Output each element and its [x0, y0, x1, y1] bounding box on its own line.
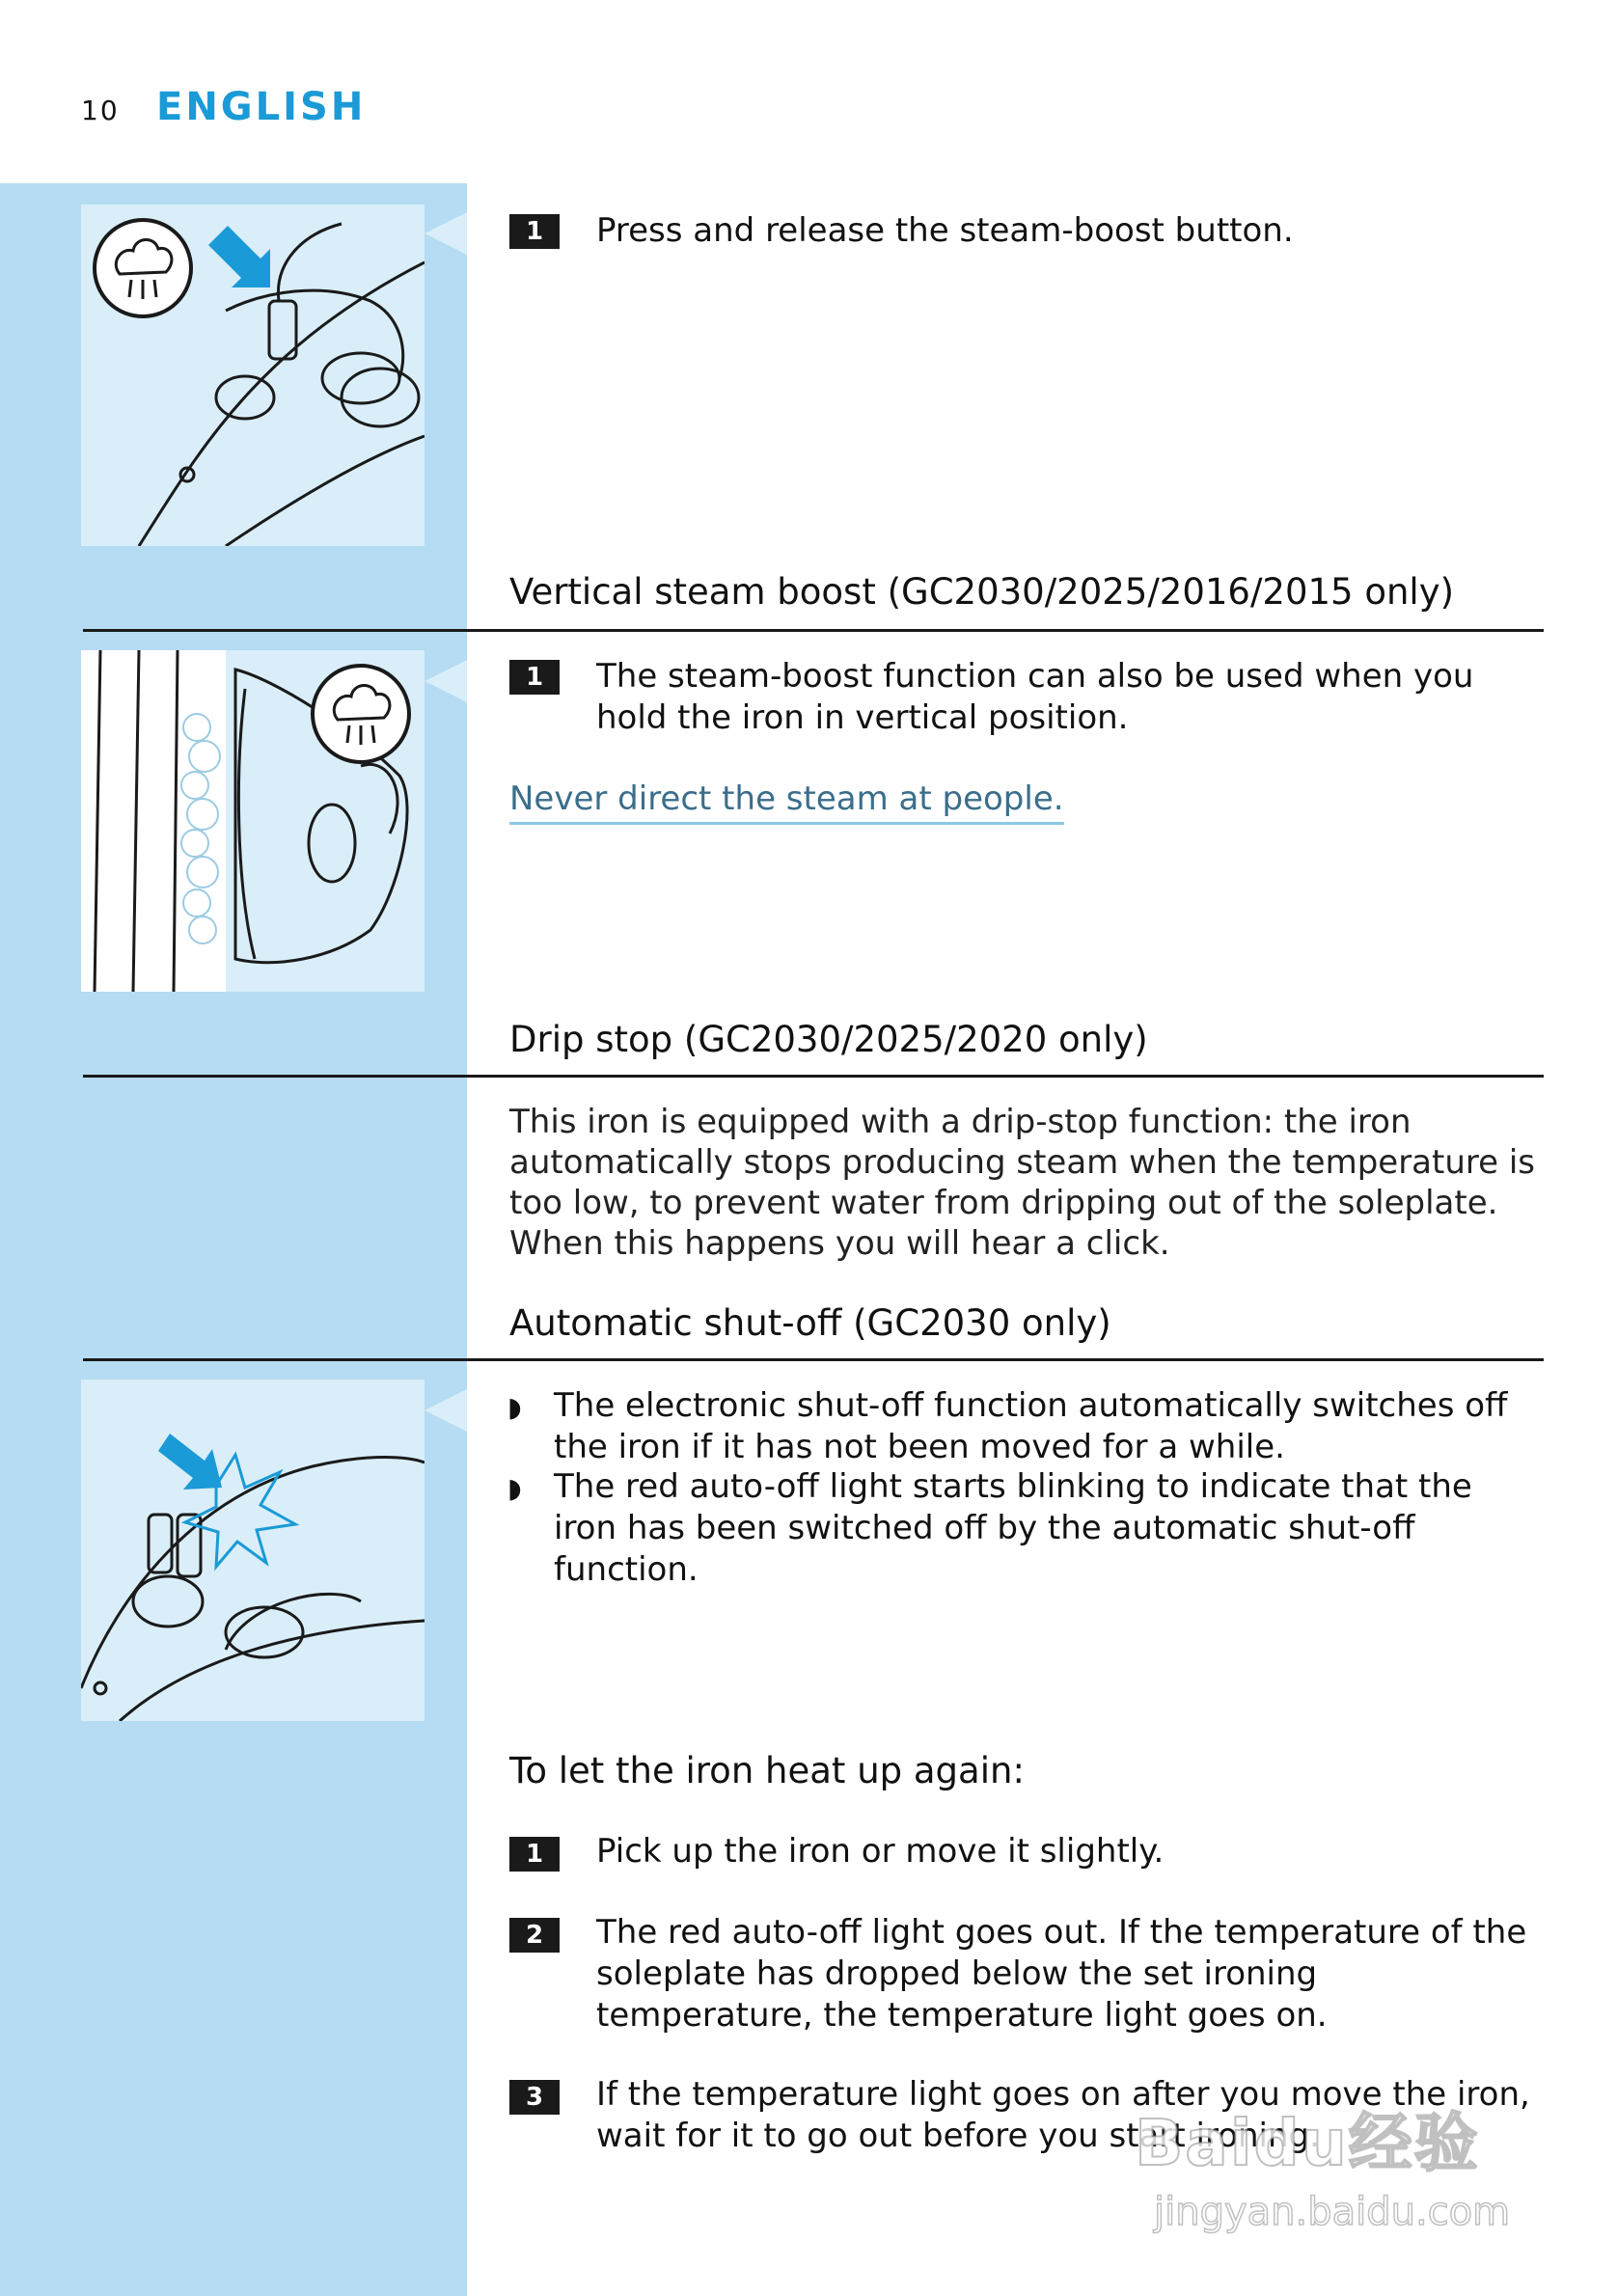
step-number-badge: 2 [509, 1918, 560, 1953]
arrow-icon [158, 1434, 222, 1490]
section-divider [83, 629, 1544, 632]
bullet-icon: ◗ [507, 1391, 522, 1423]
step-text: Pick up the iron or move it slightly. [596, 1832, 1165, 1871]
step-number-badge: 1 [509, 214, 560, 249]
bullet-text: The red auto-off light starts blinking to indicate that the iron has been switched off by the automatic shut-off function. [554, 1467, 1472, 1589]
illustration-pointer [425, 1389, 467, 1432]
iron-illustration [81, 205, 425, 546]
steam-boost-icon [313, 666, 409, 762]
illustration-pointer [425, 212, 467, 255]
arrow-icon [208, 226, 270, 287]
step-text: The red auto-off light goes out. If the temperature of the soleplate has dropped below the set ironing temperature, the temperature light goes on. [596, 1913, 1527, 2035]
bullet-icon: ◗ [507, 1472, 522, 1504]
section-heading: Drip stop (GC2030/2025/2020 only) [509, 1019, 1148, 1060]
watermark-logo: Baidu经验 [1135, 2106, 1480, 2180]
step-text: If the temperature light goes on after you move the iron, wait for it to go out before you start ironing. [596, 2075, 1530, 2155]
page-number: 10 [81, 95, 120, 126]
language-title: ENGLISH [156, 85, 367, 129]
warning-text: Never direct the steam at people. [509, 779, 1064, 825]
section-heading: Automatic shut-off (GC2030 only) [509, 1302, 1111, 1344]
step-number-badge: 1 [509, 1837, 560, 1872]
subheading: To let the iron heat up again: [509, 1750, 1025, 1791]
illustration-pointer [425, 660, 467, 702]
iron-illustration [81, 650, 425, 992]
iron-illustration [81, 650, 425, 992]
iron-illustration [81, 205, 425, 546]
step-number-badge: 3 [509, 2080, 560, 2115]
bullet-text: The electronic shut-off function automatically switches off the iron if it has not been moved for a while. [554, 1386, 1508, 1466]
section-heading: Vertical steam boost (GC2030/2025/2016/2015 only) [509, 571, 1455, 613]
step-number-badge: 1 [509, 660, 560, 695]
description-paragraph: This iron is equipped with a drip-stop function: the iron automatically stops producing steam when the temperature is too low, to prevent water from dripping out of the soleplate. When this happens you will hear a click. [509, 1103, 1536, 1263]
steam-boost-icon [95, 220, 191, 316]
step-text: The steam-boost function can also be used when you hold the iron in vertical position. [596, 657, 1474, 737]
iron-illustration [81, 1380, 425, 1721]
section-divider [83, 1075, 1544, 1078]
iron-illustration [81, 1380, 425, 1721]
step-text: Press and release the steam-boost button. [596, 211, 1294, 250]
section-divider [83, 1358, 1544, 1361]
watermark-url: jingyan.baidu.com [1154, 2190, 1511, 2234]
